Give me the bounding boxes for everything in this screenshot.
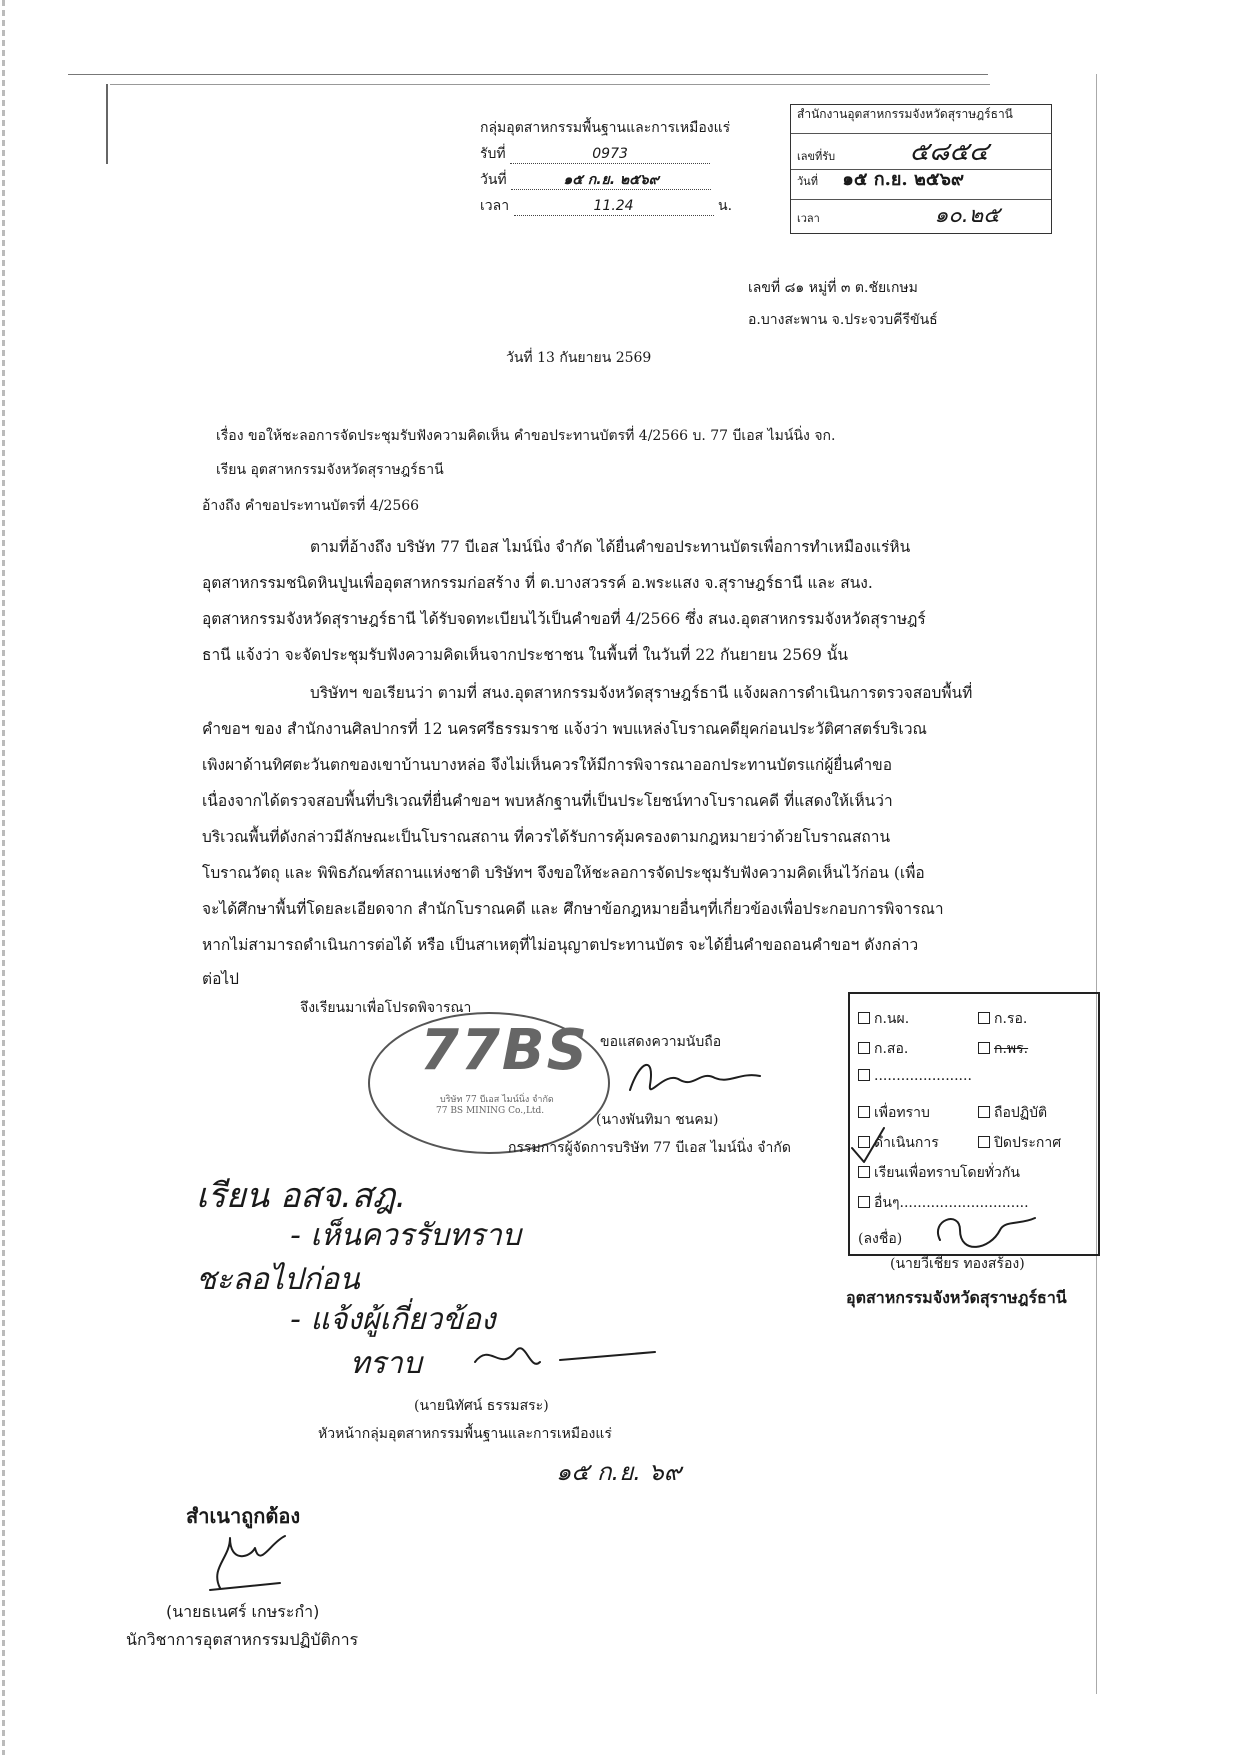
paragraph-line: อุตสาหกรรมจังหวัดสุราษฎร์ธานี ได้รับจดทะเบียนไว้เป็นคำขอที่ 4/2566 ซึ่ง สนง.อุตสาหกรรมจังหวัดสุราษฎร์ — [202, 610, 926, 628]
checkmark-proceed — [850, 1126, 960, 1166]
stamp-received-row — [480, 146, 710, 164]
signer-signature — [620, 1050, 770, 1110]
option-kso: ก.สอ. — [858, 1038, 908, 1060]
stamp2-date: ๑๕ ก.ย. ๒๕๖๙ — [842, 169, 965, 190]
signer-name: (นางพันทิมา ชนคม) — [596, 1112, 719, 1128]
scan-edge — [2, 0, 5, 1755]
received-no-value: 0973 — [510, 146, 710, 164]
date-label: วันที่ — [480, 172, 507, 188]
option-proceed: ดำเนินการ — [858, 1132, 939, 1154]
paragraph-line: เนื่องจากได้ตรวจสอบพื้นที่บริเวณที่ยื่นคำขอฯ พบหลักฐานที่เป็นประโยชน์ทางโบราณคดี ที่แสดงให้เห็นว่า — [202, 792, 893, 810]
received-date-value: ๑๕ ก.ย. ๒๕๖๙ — [511, 172, 711, 190]
frame-line-right — [1096, 74, 1097, 1694]
option-for-info: เพื่อทราบ — [858, 1102, 930, 1124]
stamp2-time-row — [797, 203, 1000, 229]
stamp2-received-row — [797, 137, 989, 168]
receipt-stamp-group — [480, 110, 780, 240]
stamp2-received-no: ๕๘๕๔ — [909, 137, 989, 167]
paragraph-line: บริเวณพื้นที่ดังกล่าวมีลักษณะเป็นโบราณสถาน ที่ควรได้รับการคุ้มครองตามกฎหมายว่าด้วยโบราณสถาน — [202, 828, 891, 846]
received-no-label: รับที่ — [480, 146, 506, 162]
frame-line-top — [68, 74, 988, 75]
group-head-title: หัวหน้ากลุ่มอุตสาหกรรมพื้นฐานและการเหมืองแร่ — [318, 1426, 612, 1442]
subject: เรื่อง ขอให้ชะลอการจัดประชุมรับฟังความคิดเห็น คำขอประทานบัตรที่ 4/2566 บ. 77 บีเอส ไมน์นิ่ง จก. — [216, 428, 836, 444]
handwritten-line-1: เรียน อสจ.สฎ. — [196, 1176, 407, 1216]
certified-label: สำเนาถูกต้อง — [186, 1504, 301, 1528]
option-comply: ถือปฏิบัติ — [978, 1102, 1047, 1124]
company-seal-mark: 77BS — [420, 1018, 589, 1083]
option-blank: ...................... — [858, 1068, 972, 1084]
official-title: อุตสาหกรรมจังหวัดสุราษฎร์ธานี — [846, 1288, 1067, 1307]
stamp2-date-row — [797, 169, 964, 191]
paragraph-line: จะได้ศึกษาพื้นที่โดยละเอียดจาก สำนักโบราณคดี และ ศึกษาข้อกฎหมายอื่นๆที่เกี่ยวข้องเพื่อประกอบการพิจารณา — [202, 900, 944, 918]
received-time-value: 11.24 — [514, 198, 714, 216]
sender-address-line2: อ.บางสะพาน จ.ประจวบคีรีขันธ์ — [748, 312, 938, 328]
handwritten-line-3: ชะลอไปก่อน — [196, 1262, 360, 1297]
regards: ขอแสดงความนับถือ — [600, 1034, 722, 1050]
received-no-label: เลขที่รับ — [797, 150, 836, 163]
letter-date: วันที่ 13 กันยายน 2569 — [506, 350, 652, 366]
option-kro: ก.รอ. — [978, 1008, 1027, 1030]
group-head-name: (นายนิทัศน์ ธรรมสระ) — [414, 1398, 549, 1414]
paragraph-line: ต่อไป — [202, 970, 240, 988]
paragraph-line: ธานี แจ้งว่า จะจัดประชุมรับฟังความคิดเห็นจากประชาชน ในพื้นที่ ในวันที่ 22 กันยายน 2569 นั้น — [202, 646, 848, 664]
paragraph-line: หากไม่สามารถดำเนินการต่อได้ หรือ เป็นสาเหตุที่ไม่อนุญาตประทานบัตร จะได้ยื่นคำขอถอนคำขอฯ ดังกล่าว — [202, 936, 919, 954]
paragraph-line: เพิงผาด้านทิศตะวันตกของเขาบ้านบางหล่อ จึงไม่เห็นควรให้มีการพิจารณาออกประทานบัตรแก่ผู้ยื่นคำขอ — [202, 756, 893, 774]
option-kpr: ก.พร. — [978, 1038, 1028, 1060]
paragraph-line: ตามที่อ้างถึง บริษัท 77 บีเอส ไมน์นิ่ง จำกัด ได้ยื่นคำขอประทานบัตรเพื่อการทำเหมืองแร่หิน — [310, 538, 911, 556]
paragraph-line: คำขอฯ ของ สำนักงานศิลปากรที่ 12 นครศรีธรรมราช แจ้งว่า พบแหล่งโบราณคดียุคก่อนประวัติศาสตร์บริเวณ — [202, 720, 927, 738]
paragraph-line: โบราณวัตถุ และ พิพิธภัณฑ์สถานแห่งชาติ บริษัทฯ จึงขอให้ชะลอการจัดประชุมรับฟังความคิดเห็นไว้ก่อน (เพื่อ — [202, 864, 925, 882]
option-other: อื่นๆ............................. — [858, 1192, 1029, 1214]
paragraph-line: อุตสาหกรรมชนิดหินปูนเพื่ออุตสาหกรรมก่อสร้าง ที่ ต.บางสวรรค์ อ.พระแสง จ.สุราษฎร์ธานี และ สนง. — [202, 574, 873, 592]
closing: จึงเรียนมาเพื่อโปรดพิจารณา — [300, 1000, 472, 1016]
certified-title: นักวิชาการอุตสาหกรรมปฏิบัติการ — [126, 1630, 359, 1649]
time-label: เวลา — [797, 212, 820, 225]
official-signature — [930, 1200, 1050, 1260]
frame-line-top-inner — [110, 84, 990, 85]
company-seal-line1: บริษัท 77 บีเอส ไมน์นิ่ง จำกัด — [440, 1095, 554, 1105]
stamp-group-name: กลุ่มอุตสาหกรรมพื้นฐานและการเหมืองแร่ — [480, 120, 731, 136]
handwritten-line-4: - แจ้งผู้เกี่ยวข้อง — [290, 1302, 496, 1337]
time-unit: น. — [718, 198, 733, 214]
stamp-office-name: สำนักงานอุตสาหกรรมจังหวัดสุราษฎร์ธานี — [797, 107, 1013, 121]
paragraph-line: บริษัทฯ ขอเรียนว่า ตามที่ สนง.อุตสาหกรรมจังหวัดสุราษฎร์ธานี แจ้งผลการดำเนินการตรวจสอบพื้นที่ — [310, 684, 973, 702]
option-knp: ก.นผ. — [858, 1008, 909, 1030]
group-head-signature — [470, 1332, 660, 1382]
certified-name: (นายธเนศร์ เกษระกำ) — [166, 1602, 320, 1621]
signed-label: (ลงชื่อ) — [858, 1231, 903, 1247]
official-name: (นายวีเชียร ทองสร้อง) — [890, 1256, 1025, 1272]
option-inform-all: เรียนเพื่อทราบโดยทั่วกัน — [858, 1162, 1020, 1184]
stamp-date-row — [480, 172, 711, 190]
signer-title: กรรมการผู้จัดการบริษัท 77 บีเอส ไมน์นิ่ง จำกัด — [508, 1140, 791, 1156]
receipt-stamp-office — [790, 104, 1052, 234]
addressee: เรียน อุตสาหกรรมจังหวัดสุราษฎร์ธานี — [216, 462, 444, 478]
date-label: วันที่ — [797, 175, 818, 188]
handwritten-line-5: ทราบ — [350, 1346, 422, 1381]
frame-line-left — [106, 84, 108, 164]
sender-address-line1: เลขที่ ๘๑ หมู่ที่ ๓ ต.ชัยเกษม — [748, 280, 918, 296]
time-label: เวลา — [480, 198, 510, 214]
certifier-signature — [200, 1528, 290, 1598]
stamp-time-row — [480, 198, 732, 216]
handwritten-line-2: - เห็นควรรับทราบ — [290, 1218, 521, 1253]
company-seal-line2: 77 BS MINING Co.,Ltd. — [436, 1106, 545, 1116]
option-post-notice: ปิดประกาศ — [978, 1132, 1061, 1154]
group-head-date: ๑๕ ก.ย. ๖๙ — [556, 1458, 682, 1486]
reference: อ้างถึง คำขอประทานบัตรที่ 4/2566 — [202, 498, 420, 514]
stamp2-time: ๑๐.๒๕ — [934, 203, 1000, 228]
